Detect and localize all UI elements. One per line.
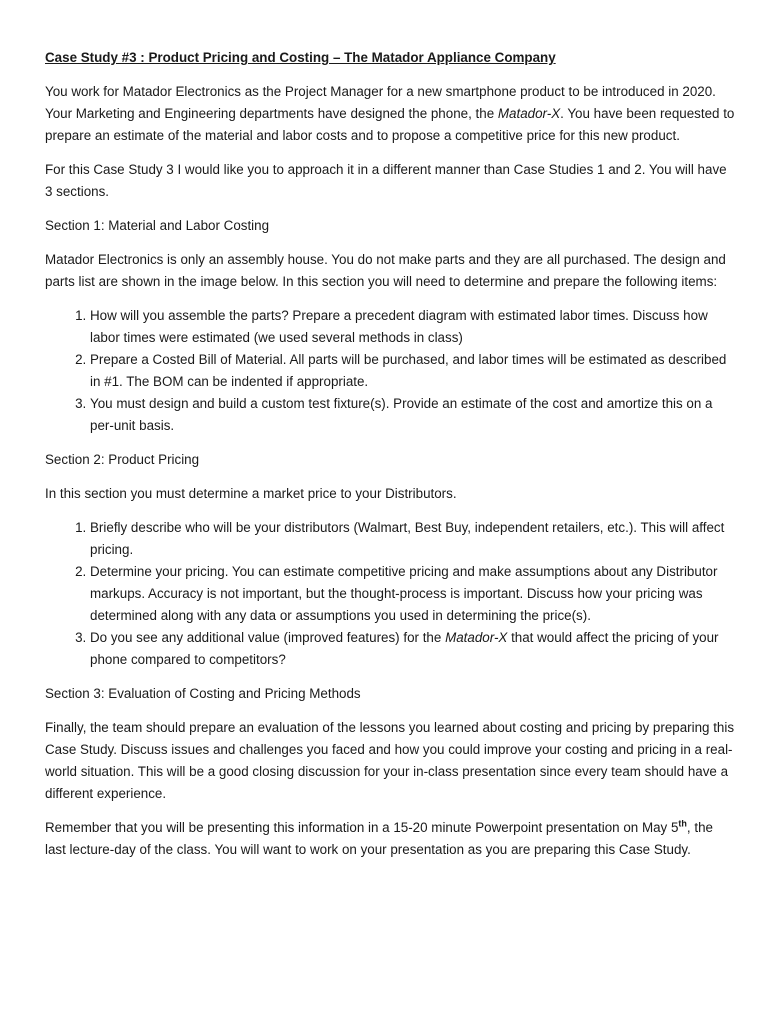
list-item: 1. How will you assemble the parts? Prepare a precedent diagram with estimated labor times. Discuss how labor times were estimated (we used several methods in class) [90,305,735,349]
ordinal-suffix: th [678,818,687,829]
intro-text-part1: You work for Matador Electronics as the Project Manager for a new smartphone product to be introduced in 2020. Your Marketing and Engineering departments have designed the phone, the [45,84,716,121]
list-item: 2. Determine your pricing. You can estimate competitive pricing and make assumptions about any Distributor markups. Accuracy is not important, but the thought-process is important. Discuss how your pricing was determined along with any data or assumptions you used in determining the price(s). [90,561,735,627]
list-item: 3. You must design and build a custom test fixture(s). Provide an estimate of the cost and amortize this on a per-unit basis. [90,393,735,437]
section1-list [45,305,735,437]
section3-heading: Section 3: Evaluation of Costing and Pricing Methods [45,686,361,701]
closing-text-part1: Remember that you will be presenting this information in a 15-20 minute Powerpoint presentation on May 5 [45,820,679,835]
section2-paragraph: In this section you must determine a market price to your Distributors. [45,486,457,501]
document-page [45,47,735,873]
list-item [90,627,735,671]
product-name: Matador-X [497,106,561,121]
document-title: Case Study #3 : Product Pricing and Costing – The Matador Appliance Company [45,50,556,65]
closing-text-part2: , the last lecture-day of the class. You will want to work on your presentation as you are preparing this Case Study. [45,820,713,857]
list-item: 2. Prepare a Costed Bill of Material. All parts will be purchased, and labor times will be estimated as described in #1. The BOM can be indented if appropriate. [90,349,735,393]
item3-text-part1: Do you see any additional value (improved features) for the [90,630,446,645]
section3-paragraph: Finally, the team should prepare an evaluation of the lessons you learned about costing and pricing by preparing this Case Study. Discuss issues and challenges you faced and how you could improve your costing and pricing in a real-world situation. This will be a good closing discussion for your in-class presentation since every team should have a different experience. [45,720,735,801]
intro-text-part2: . You have been requested to prepare an estimate of the material and labor costs and to propose a competitive price for this new product. [45,106,735,143]
section2-heading: Section 2: Product Pricing [45,452,200,467]
product-name: Matador-X [445,630,508,645]
section1-heading: Section 1: Material and Labor Costing [45,218,270,233]
approach-paragraph: For this Case Study 3 I would like you to approach it in a different manner than Case Studies 1 and 2. You will have 3 sections. [45,162,727,199]
intro-paragraph [45,81,735,147]
list-item: 1. Briefly describe who will be your distributors (Walmart, Best Buy, independent retailers, etc.). This will affect pricing. [90,517,735,561]
section2-list [45,517,735,671]
item3-text-part2: that would affect the pricing of your phone compared to competitors? [90,630,719,667]
section1-paragraph: Matador Electronics is only an assembly house. You do not make parts and they are all purchased. The design and parts list are shown in the image below. In this section you will need to determine and prepare the following items: [45,252,726,289]
closing-paragraph [45,817,735,861]
